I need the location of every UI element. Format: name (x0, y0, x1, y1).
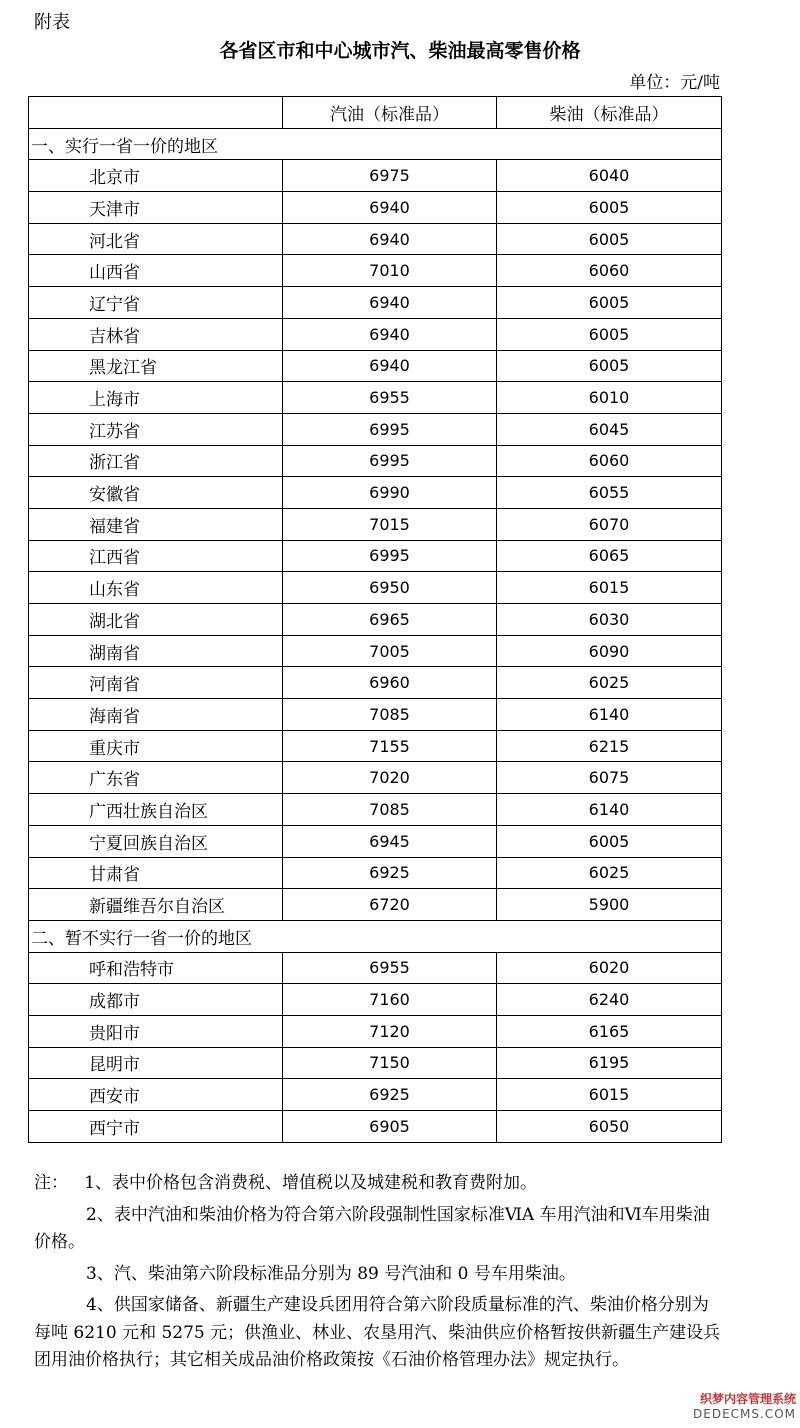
note-3: 3、汽、柴油第六阶段标准品分别为 89 号汽油和 0 号车用柴油。 (86, 1263, 576, 1284)
diesel-price: 6005 (497, 287, 722, 319)
section-row (29, 128, 722, 160)
gasoline-price: 6940 (283, 318, 497, 350)
table-row (29, 604, 722, 636)
diesel-price: 6045 (497, 413, 722, 445)
table-row (29, 160, 722, 192)
gasoline-price: 7150 (283, 1047, 497, 1079)
diesel-price: 6040 (497, 160, 722, 192)
gasoline-price: 6925 (283, 857, 497, 889)
gasoline-price: 7155 (283, 730, 497, 762)
gasoline-price: 6995 (283, 445, 497, 477)
gasoline-price: 6940 (283, 287, 497, 319)
table-row (29, 952, 722, 984)
table-row (29, 1079, 722, 1111)
diesel-price: 6020 (497, 952, 722, 984)
diesel-price: 6025 (497, 667, 722, 699)
diesel-price: 6030 (497, 604, 722, 636)
diesel-price: 6060 (497, 445, 722, 477)
section-row (29, 920, 722, 952)
diesel-price: 6215 (497, 730, 722, 762)
gasoline-price: 7010 (283, 255, 497, 287)
gasoline-price: 6925 (283, 1079, 497, 1111)
table-row (29, 699, 722, 731)
gasoline-price: 7085 (283, 699, 497, 731)
table-row (29, 889, 722, 921)
table-row (29, 477, 722, 509)
gasoline-price: 6975 (283, 160, 497, 192)
diesel-price: 6075 (497, 762, 722, 794)
watermark-line2: DEDECMS.COM (693, 1407, 796, 1421)
table-row (29, 382, 722, 414)
diesel-price: 6015 (497, 1079, 722, 1111)
region-name: 河南省 (29, 667, 283, 699)
diesel-price: 6005 (497, 350, 722, 382)
region-name: 北京市 (29, 160, 283, 192)
gasoline-price: 7015 (283, 508, 497, 540)
table-row (29, 572, 722, 604)
region-name: 天津市 (29, 192, 283, 224)
unit-label: 单位：元/吨 (629, 73, 720, 93)
table-row (29, 318, 722, 350)
notes (34, 1170, 724, 1379)
table-row (29, 1047, 722, 1079)
gasoline-price: 6940 (283, 350, 497, 382)
table-row (29, 667, 722, 699)
region-name: 宁夏回族自治区 (29, 825, 283, 857)
diesel-price: 6005 (497, 192, 722, 224)
diesel-price: 6005 (497, 825, 722, 857)
region-name: 重庆市 (29, 730, 283, 762)
region-name: 湖北省 (29, 604, 283, 636)
gasoline-price: 6995 (283, 413, 497, 445)
table-row (29, 287, 722, 319)
table-row (29, 635, 722, 667)
region-name: 成都市 (29, 984, 283, 1016)
region-name: 湖南省 (29, 635, 283, 667)
diesel-price: 6140 (497, 794, 722, 826)
diesel-price: 6090 (497, 635, 722, 667)
table-row (29, 192, 722, 224)
header-diesel: 柴油（标准品） (497, 97, 722, 129)
region-name: 甘肃省 (29, 857, 283, 889)
region-name: 上海市 (29, 382, 283, 414)
diesel-price: 6005 (497, 223, 722, 255)
table-row (29, 223, 722, 255)
diesel-price: 6240 (497, 984, 722, 1016)
table-row (29, 350, 722, 382)
region-name: 山西省 (29, 255, 283, 287)
region-name: 安徽省 (29, 477, 283, 509)
table-row (29, 762, 722, 794)
diesel-price: 6065 (497, 540, 722, 572)
header-region (29, 97, 283, 129)
gasoline-price: 7160 (283, 984, 497, 1016)
diesel-price: 6055 (497, 477, 722, 509)
table-header-row (29, 97, 722, 129)
region-name: 昆明市 (29, 1047, 283, 1079)
gasoline-price: 6905 (283, 1111, 497, 1143)
gasoline-price: 7085 (283, 794, 497, 826)
page-title: 各省区市和中心城市汽、柴油最高零售价格 (219, 40, 581, 62)
diesel-price: 6165 (497, 1015, 722, 1047)
diesel-price: 6005 (497, 318, 722, 350)
table-row (29, 794, 722, 826)
region-name: 浙江省 (29, 445, 283, 477)
diesel-price: 5900 (497, 889, 722, 921)
region-name: 广东省 (29, 762, 283, 794)
gasoline-price: 6940 (283, 223, 497, 255)
appendix-label: 附表 (34, 12, 70, 33)
note-2: 2、表中汽油和柴油价格为符合第六阶段强制性国家标准ⅥA 车用汽油和Ⅵ车用柴油价格。 (34, 1204, 710, 1252)
region-name: 河北省 (29, 223, 283, 255)
section-title: 二、暂不实行一省一价的地区 (29, 920, 722, 952)
region-name: 山东省 (29, 572, 283, 604)
diesel-price: 6060 (497, 255, 722, 287)
gasoline-price: 6950 (283, 572, 497, 604)
table-row (29, 825, 722, 857)
note-4: 4、供国家储备、新疆生产建设兵团用符合第六阶段质量标准的汽、柴油价格分别为每吨 6210 元和 5275 元；供渔业、林业、农垦用汽、柴油供应价格暂按供新疆生产建设兵团用油价格执行；其它相关成品油价格政策按《石油价格管理办法》规定执行。 (34, 1295, 721, 1370)
region-name: 西安市 (29, 1079, 283, 1111)
header-gasoline: 汽油（标准品） (283, 97, 497, 129)
diesel-price: 6025 (497, 857, 722, 889)
region-name: 呼和浩特市 (29, 952, 283, 984)
table-row (29, 445, 722, 477)
diesel-price: 6140 (497, 699, 722, 731)
gasoline-price: 6940 (283, 192, 497, 224)
table-row (29, 508, 722, 540)
region-name: 新疆维吾尔自治区 (29, 889, 283, 921)
table-row (29, 1111, 722, 1143)
gasoline-price: 6995 (283, 540, 497, 572)
table-row (29, 730, 722, 762)
diesel-price: 6010 (497, 382, 722, 414)
region-name: 辽宁省 (29, 287, 283, 319)
table-row (29, 1015, 722, 1047)
region-name: 江西省 (29, 540, 283, 572)
table-row (29, 984, 722, 1016)
note-1 (34, 1170, 724, 1198)
gasoline-price: 6990 (283, 477, 497, 509)
gasoline-price: 6945 (283, 825, 497, 857)
watermark (693, 1392, 796, 1422)
region-name: 西宁市 (29, 1111, 283, 1143)
diesel-price: 6050 (497, 1111, 722, 1143)
watermark-line1: 织梦内容管理系统 (699, 1392, 796, 1406)
diesel-price: 6070 (497, 508, 722, 540)
gasoline-price: 6720 (283, 889, 497, 921)
diesel-price: 6015 (497, 572, 722, 604)
gasoline-price: 6955 (283, 382, 497, 414)
gasoline-price: 6955 (283, 952, 497, 984)
region-name: 黑龙江省 (29, 350, 283, 382)
gasoline-price: 7020 (283, 762, 497, 794)
diesel-price: 6195 (497, 1047, 722, 1079)
gasoline-price: 7120 (283, 1015, 497, 1047)
table-row (29, 540, 722, 572)
table-row (29, 255, 722, 287)
section-title: 一、实行一省一价的地区 (29, 128, 722, 160)
table-body (29, 128, 722, 1142)
table-row (29, 857, 722, 889)
region-name: 福建省 (29, 508, 283, 540)
region-name: 吉林省 (29, 318, 283, 350)
region-name: 广西壮族自治区 (29, 794, 283, 826)
region-name: 海南省 (29, 699, 283, 731)
region-name: 贵阳市 (29, 1015, 283, 1047)
notes-prefix: 注： (34, 1173, 68, 1193)
gasoline-price: 7005 (283, 635, 497, 667)
note-text-1: 1、表中价格包含消费税、增值税以及城建税和教育费附加。 (84, 1173, 538, 1193)
gasoline-price: 6965 (283, 604, 497, 636)
price-table (28, 96, 722, 1143)
gasoline-price: 6960 (283, 667, 497, 699)
region-name: 江苏省 (29, 413, 283, 445)
table-row (29, 413, 722, 445)
